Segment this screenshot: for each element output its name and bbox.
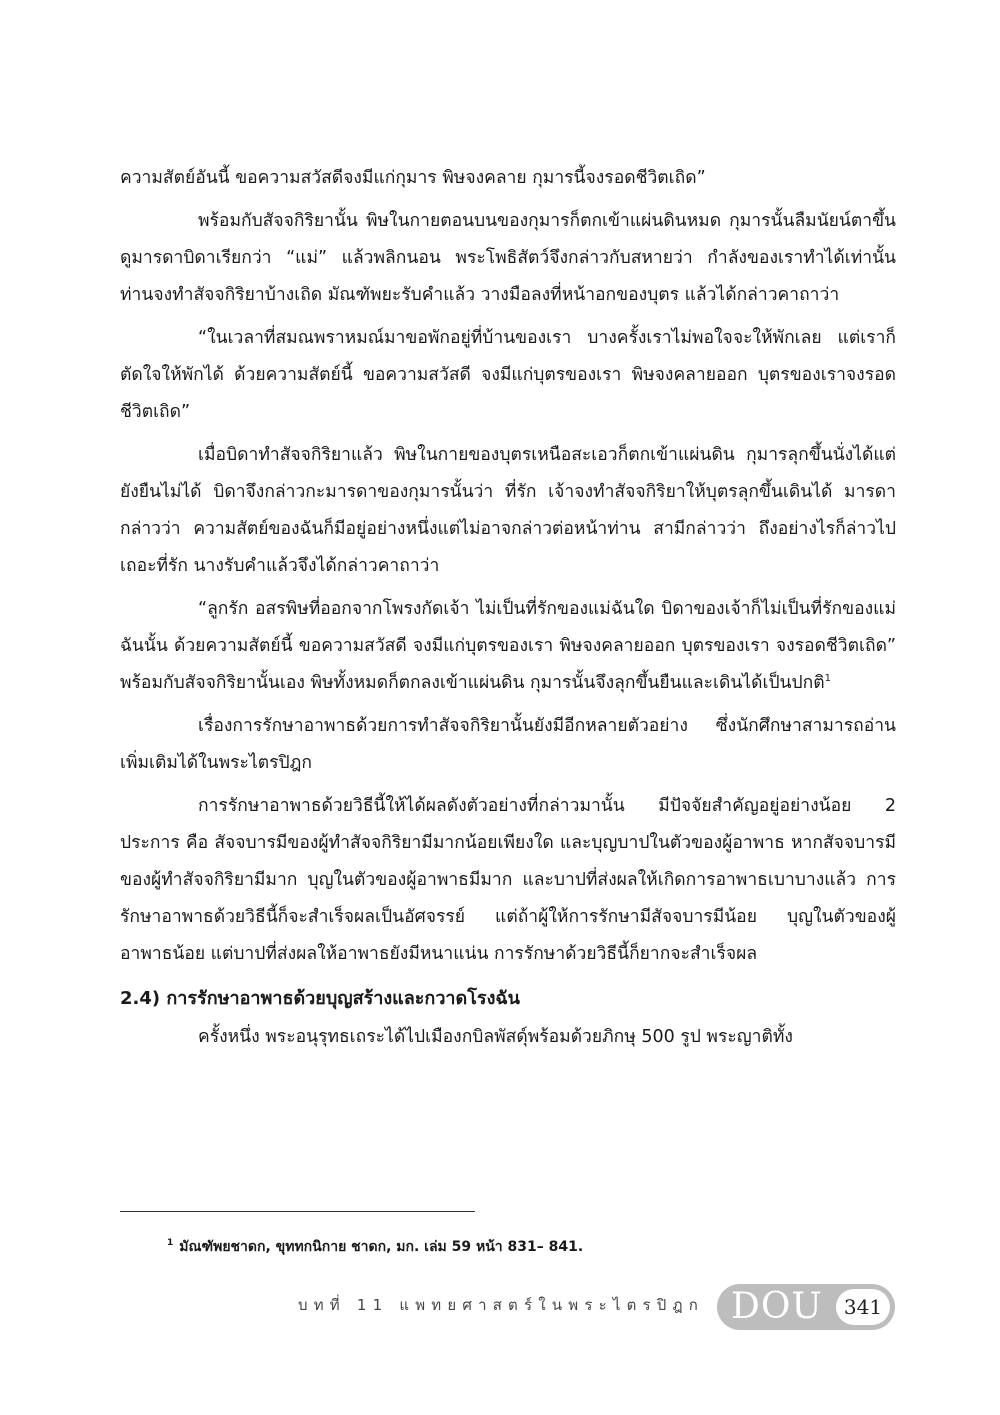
chapter-footer: บทที่ 11 แพทยศาสตร์ในพระไตรปิฎก: [298, 1296, 705, 1314]
footnote: [167, 1236, 583, 1258]
page-number: 341: [836, 1289, 890, 1325]
paragraph-4: เมื่อบิดาทำสัจจกิริยาแล้ว พิษในกายของบุตรเหนือสะเอวก็ตกเข้าแผ่นดิน กุมารลุกขึ้นนั่งได้แต่ยังยืนไม่ได้ บิดาจึงกล่าวกะมารดาของกุมารนั้นว่า ที่รัก เจ้าจงทำสัจจกิริยาให้บุตรลุกขึ้นเดินได้ มารดากล่าวว่า ความสัตย์ของฉันก็มีอยู่อย่างหนึ่งแต่ไม่อาจกล่าวต่อหน้าท่าน สามีกล่าวว่า ถึงอย่างไรก็ล่าวไปเถอะที่รัก นางรับคำแล้วจึงได้กล่าวคาถาว่า: [120, 445, 896, 576]
paragraph-7: การรักษาอาพาธด้วยวิธีนี้ให้ได้ผลดังตัวอย่างที่กล่าวมานั้น มีปัจจัยสำคัญอยู่อย่างน้อย 2 ประการ คือ สัจจบารมีของผู้ทำสัจจกิริยามีมากน้อยเพียงใด และบุญบาปในตัวของผู้อาพาธ หากสัจจบารมีของผู้ทำสัจจกิริยามีมาก บุญในตัวของผู้อาพาธมีมาก และบาปที่ส่งผลให้เกิดการอาพาธเบาบางแล้ว การรักษาอาพาธด้วยวิธีนี้ก็จะสำเร็จผลเป็นอัศจรรย์ แต่ถ้าผู้ให้การรักษามีสัจจบารมีน้อย บุญในตัวของผู้อาพาธน้อย แต่บาปที่ส่งผลให้อาพาธยังมีหนาแน่น การรักษาด้วยวิธีนี้ก็ยากจะสำเร็จผล: [120, 796, 896, 964]
page-badge: [717, 1284, 895, 1330]
paragraph-8: ครั้งหนึ่ง พระอนุรุทธเถระได้ไปเมืองกบิลพัสดุ์พร้อมด้วยภิกษุ 500 รูป พระญาติทั้ง: [198, 1027, 793, 1047]
footnote-marker: 1: [167, 1238, 174, 1249]
section-heading: 2.4) การรักษาอาพาธด้วยบุญสร้างและกวาดโรงฉัน: [120, 988, 520, 1009]
paragraph-6: เรื่องการรักษาอาพาธด้วยการทำสัจจกิริยานั้นยังมีอีกหลายตัวอย่าง ซึ่งนักศึกษาสามารถอ่านเพิ่มเติมได้ในพระไตรปิฎก: [120, 716, 896, 773]
dou-logo: DOU: [731, 1286, 823, 1327]
footnote-reference[interactable]: 1: [824, 673, 831, 685]
paragraph-5-quote: [120, 591, 896, 702]
paragraph-1: ความสัตย์อันนี้ ขอความสวัสดีจงมีแก่กุมาร พิษจงคลาย กุมารนี้จงรอดชีวิตเถิด”: [120, 168, 706, 188]
paragraph-5-text: “ลูกรัก อสรพิษที่ออกจากโพรงกัดเจ้า ไม่เป็นที่รักของแม่ฉันใด บิดาของเจ้าก็ไม่เป็นที่รักของแม่ฉันนั้น ด้วยความสัตย์นี้ ขอความสวัสดี จงมีแก่บุตรของเรา พิษจงคลายออก บุตรของเรา จงรอดชีวิตเถิด” พร้อมกับสัจจกิริยานั้นเอง พิษทั้งหมดก็ตกลงเข้าแผ่นดิน กุมารนั้นจึงลุกขึ้นยืนและเดินได้เป็นปกติ: [120, 599, 896, 693]
footnote-divider: [120, 1211, 475, 1212]
page-body: [120, 160, 896, 1062]
footnote-text: มัณฑัพยชาดก, ขุททกนิกาย ชาดก, มก. เล่ม 59 หน้า 831– 841.: [179, 1239, 584, 1255]
paragraph-3-quote: “ในเวลาที่สมณพราหมณ์มาขอพักอยู่ที่บ้านของเรา บางครั้งเราไม่พอใจจะให้พักเลย แต่เราก็ตัดใจให้พักได้ ด้วยความสัตย์นี้ ขอความสวัสดี จงมีแก่บุตรของเรา พิษจงคลายออก บุตรของเราจงรอดชีวิตเถิด”: [120, 328, 896, 422]
paragraph-2: พร้อมกับสัจจกิริยานั้น พิษในกายตอนบนของกุมารก็ตกเข้าแผ่นดินหมด กุมารนั้นลืมนัยน์ตาขึ้นดูมารดาบิดาเรียกว่า “แม่” แล้วพลิกนอน พระโพธิสัตว์จึงกล่าวกับสหายว่า กำลังของเราทำได้เท่านั้น ท่านจงทำสัจจกิริยาบ้างเถิด มัณฑัพยะรับคำแล้ว วางมือลงที่หน้าอกของบุตร แล้วได้กล่าวคาถาว่า: [120, 211, 896, 305]
